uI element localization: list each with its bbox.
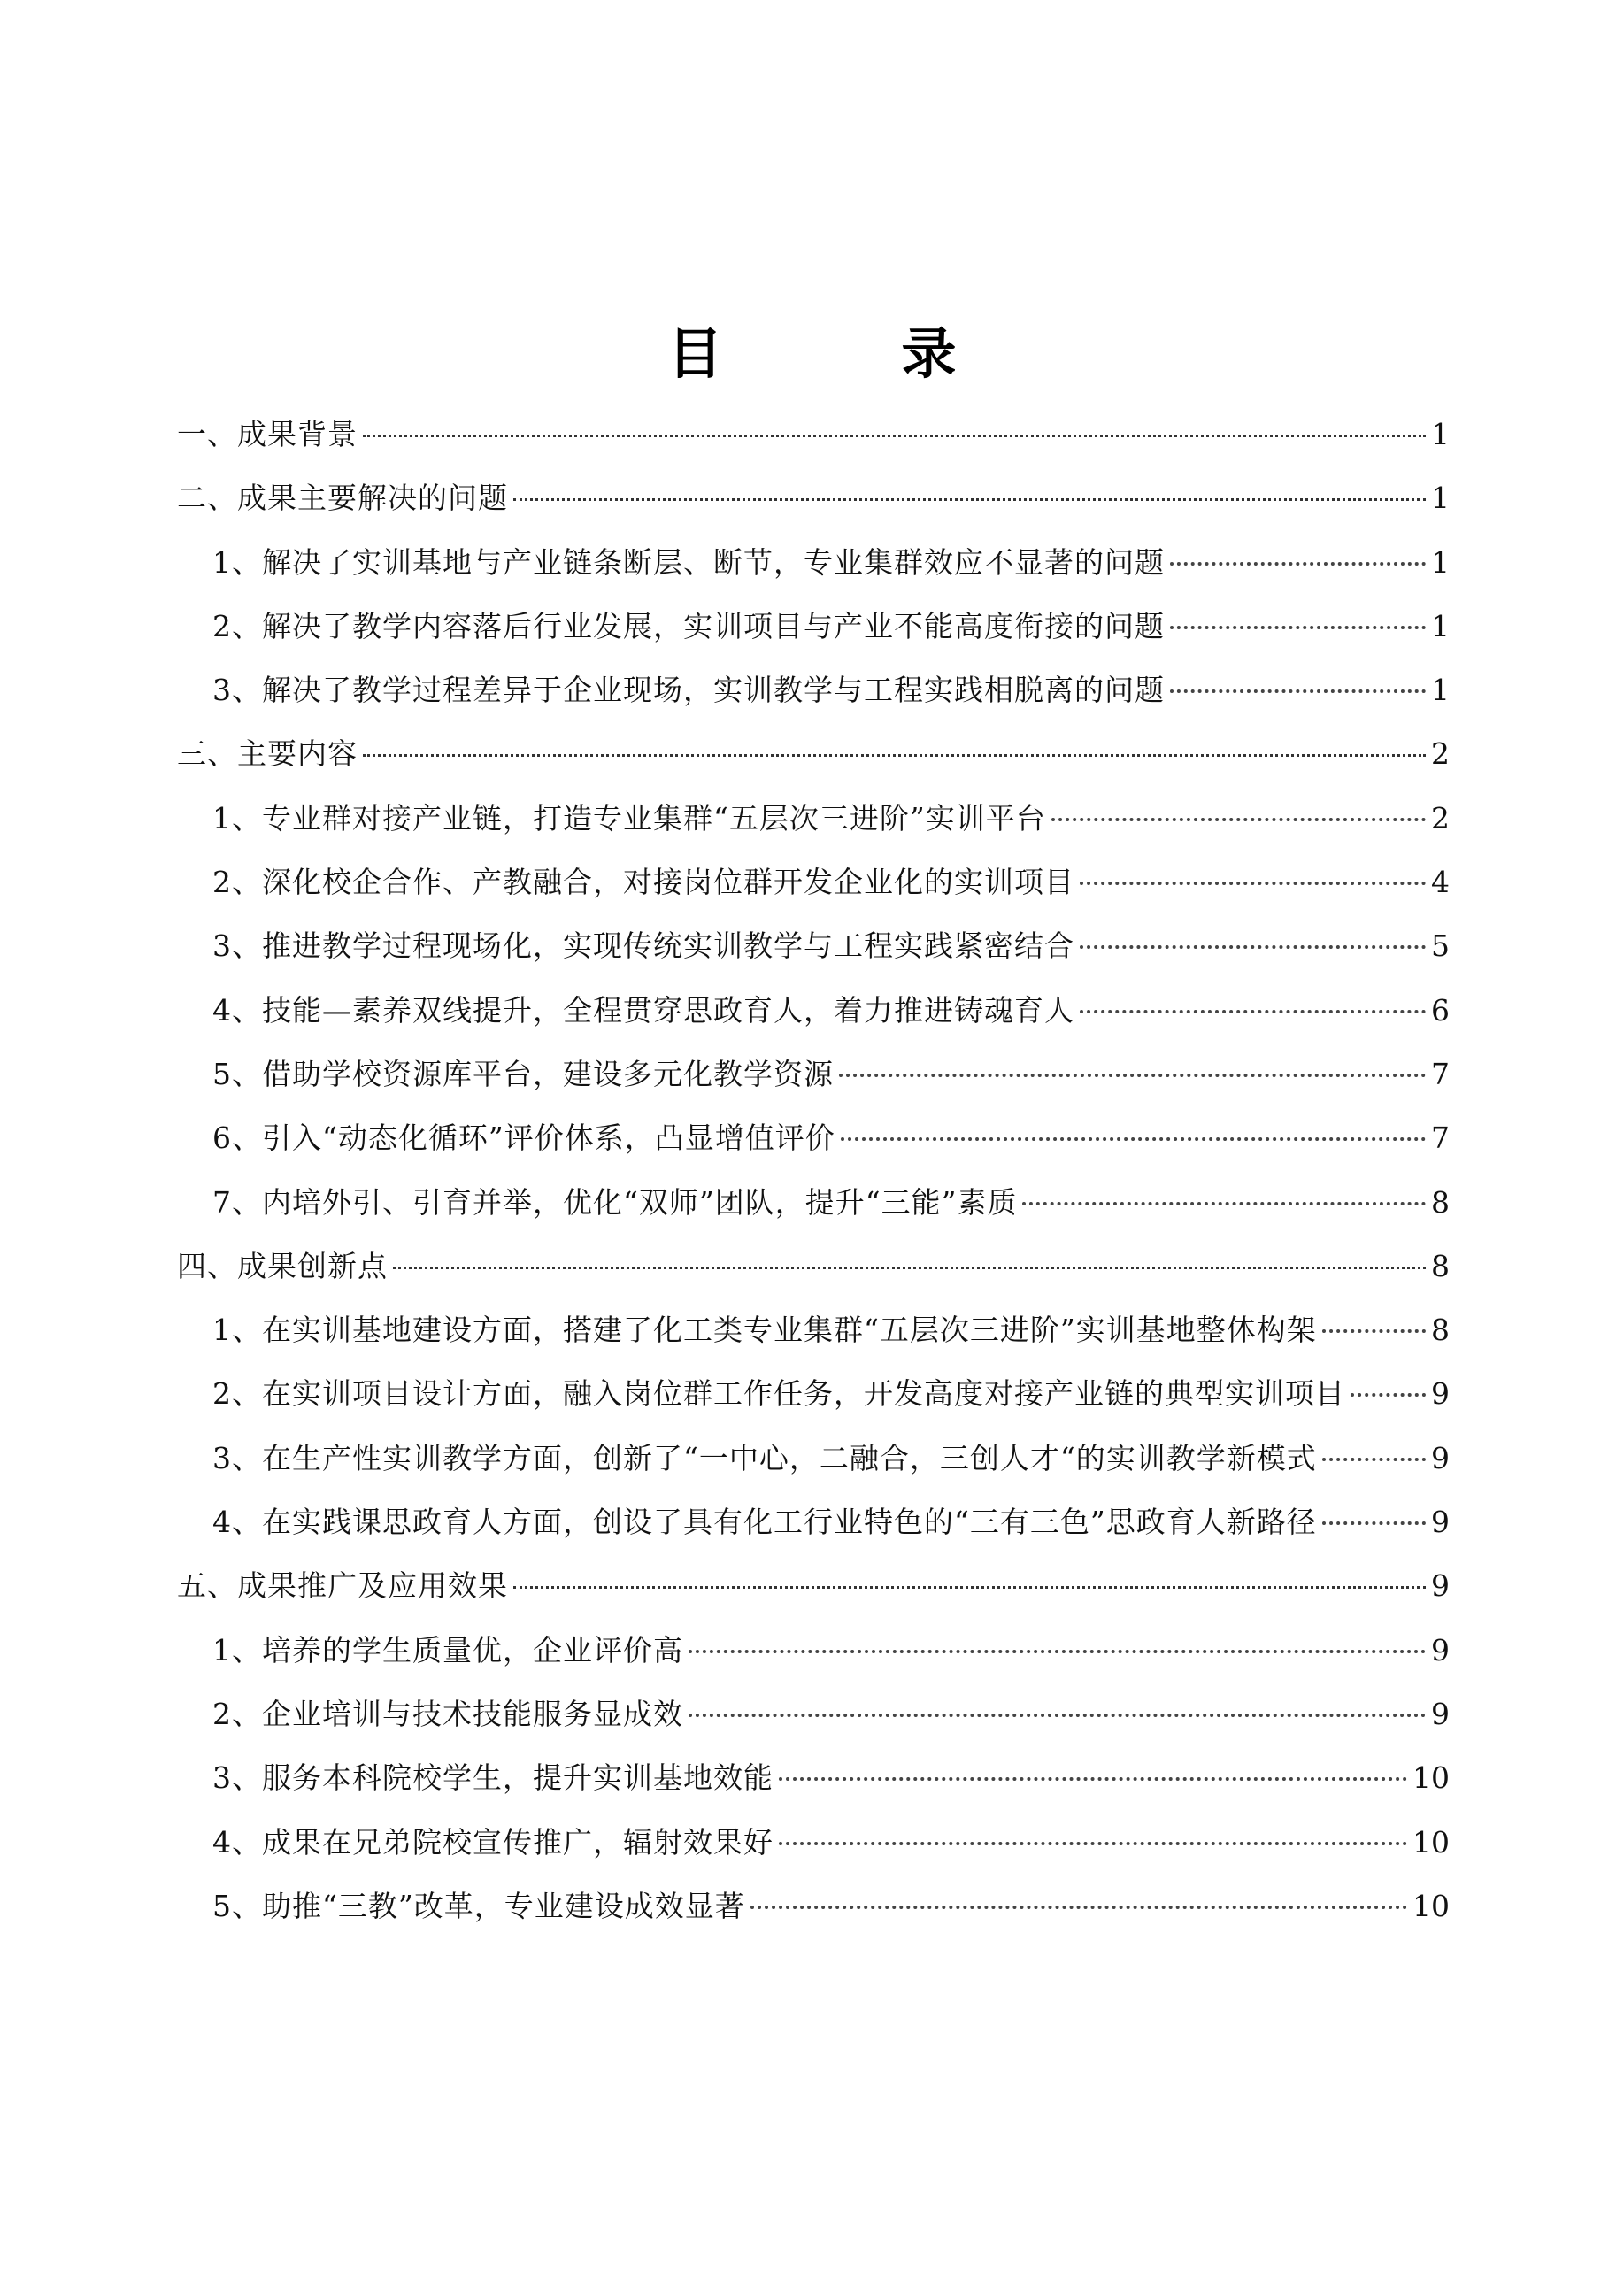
toc-entry-label: 4、在实践课思政育人方面，创设了具有化工行业特色的“三有三色”思政育人新路径 xyxy=(212,1505,1317,1540)
toc-entry-label: 五、成果推广及应用效果 xyxy=(177,1568,508,1604)
toc-entry-label: 三、主要内容 xyxy=(177,736,358,772)
toc-entry-page-number: 2 xyxy=(1431,736,1450,772)
toc-entry-page-number: 5 xyxy=(1431,928,1450,964)
toc-dot-leader xyxy=(1170,562,1426,566)
toc-entry-page-number: 9 xyxy=(1431,1376,1450,1412)
toc-entry-label: 3、解决了教学过程差异于企业现场，实训教学与工程实践相脱离的问题 xyxy=(212,673,1165,708)
toc-dot-leader xyxy=(1170,626,1426,629)
toc-entry-page-number: 10 xyxy=(1412,1888,1450,1923)
toc-dot-leader xyxy=(513,498,1426,501)
toc-entry-label: 3、在生产性实训教学方面，创新了“一中心，二融合，三创人才“的实训教学新模式 xyxy=(212,1440,1317,1475)
toc-entry-label: 2、企业培训与技术技能服务显成效 xyxy=(212,1696,683,1731)
toc-dot-leader xyxy=(1322,1521,1426,1525)
toc-entry[interactable] xyxy=(177,979,1450,1043)
toc-entry-label: 1、培养的学生质量优，企业评价高 xyxy=(212,1632,683,1667)
toc-entry-page-number: 8 xyxy=(1431,1313,1450,1348)
toc-entry[interactable] xyxy=(177,1427,1450,1490)
toc-entry-page-number: 1 xyxy=(1431,608,1450,643)
toc-entry[interactable] xyxy=(177,787,1450,851)
page-title: 目 录 xyxy=(667,320,1019,386)
toc-entry-page-number: 1 xyxy=(1431,481,1450,516)
toc-entry[interactable] xyxy=(177,595,1450,658)
toc-entry-label: 7、内培外引、引育并举，优化“双师”团队，提升“三能”素质 xyxy=(212,1184,1018,1220)
toc-dot-leader xyxy=(689,1650,1426,1653)
toc-dot-leader xyxy=(1022,1202,1426,1205)
toc-entry-page-number: 10 xyxy=(1412,1760,1450,1796)
toc-entry-label: 2、深化校企合作、产教融合，对接岗位群开发企业化的实训项目 xyxy=(212,865,1074,900)
toc-dot-leader xyxy=(363,435,1426,437)
toc-dot-leader xyxy=(841,1137,1426,1141)
toc-entry-label: 1、在实训基地建设方面，搭建了化工类专业集群“五层次三进阶”实训基地整体构架 xyxy=(212,1313,1317,1348)
toc-entry-page-number: 9 xyxy=(1431,1568,1450,1604)
toc-entry-label: 6、引入“动态化循环”评价体系，凸显增值评价 xyxy=(212,1121,835,1156)
toc-entry-page-number: 8 xyxy=(1431,1184,1450,1220)
toc-entry-label: 四、成果创新点 xyxy=(177,1248,388,1283)
toc-entry-page-number: 9 xyxy=(1431,1440,1450,1475)
toc-entry-label: 2、在实训项目设计方面，融入岗位群工作任务，开发高度对接产业链的典型实训项目 xyxy=(212,1376,1345,1412)
toc-entry-label: 1、解决了实训基地与产业链条断层、断节，专业集群效应不显著的问题 xyxy=(212,544,1165,580)
toc-entry-page-number: 10 xyxy=(1412,1824,1450,1860)
toc-entry-label: 1、专业群对接产业链，打造专业集群“五层次三进阶”实训平台 xyxy=(212,800,1046,836)
toc-dot-leader xyxy=(1080,945,1426,949)
toc-entry-page-number: 9 xyxy=(1431,1696,1450,1731)
toc-entry-label: 2、解决了教学内容落后行业发展，实训项目与产业不能高度衔接的问题 xyxy=(212,608,1165,643)
toc-dot-leader xyxy=(839,1074,1426,1077)
toc-dot-leader xyxy=(1080,882,1426,885)
toc-entry[interactable] xyxy=(177,1490,1450,1554)
toc-entry[interactable] xyxy=(177,466,1450,530)
toc-entry-page-number: 7 xyxy=(1431,1056,1450,1091)
toc-entry-label: 一、成果背景 xyxy=(177,417,358,451)
toc-dot-leader xyxy=(750,1906,1407,1909)
toc-entry-page-number: 4 xyxy=(1431,865,1450,900)
toc-entry-page-number: 9 xyxy=(1431,1505,1450,1540)
toc-entry[interactable] xyxy=(177,531,1450,595)
toc-entry[interactable] xyxy=(177,851,1450,914)
toc-entry-page-number: 2 xyxy=(1431,800,1450,836)
toc-entry-label: 4、技能—素养双线提升，全程贯穿思政育人，着力推进铸魂育人 xyxy=(212,992,1074,1028)
toc-entry[interactable] xyxy=(177,1043,1450,1106)
toc-dot-leader xyxy=(779,1777,1407,1781)
toc-entry[interactable] xyxy=(177,1683,1450,1746)
toc-entry[interactable] xyxy=(177,1746,1450,1810)
toc-dot-leader xyxy=(1170,689,1426,693)
toc-entry-page-number: 1 xyxy=(1431,673,1450,708)
toc-entry[interactable] xyxy=(177,403,1450,466)
toc-entry-page-number: 7 xyxy=(1431,1121,1450,1156)
toc-dot-leader xyxy=(1351,1393,1426,1397)
toc-entry-label: 3、推进教学过程现场化，实现传统实训教学与工程实践紧密结合 xyxy=(212,928,1074,964)
toc-entry-page-number: 8 xyxy=(1431,1248,1450,1283)
toc-entry[interactable] xyxy=(177,914,1450,978)
toc-entry-label: 4、成果在兄弟院校宣传推广，辐射效果好 xyxy=(212,1824,774,1860)
toc-dot-leader xyxy=(363,754,1426,757)
toc-entry-label: 3、服务本科院校学生，提升实训基地效能 xyxy=(212,1760,774,1796)
toc-entry[interactable] xyxy=(177,1362,1450,1426)
toc-entry[interactable] xyxy=(177,1171,1450,1235)
toc-entry[interactable] xyxy=(177,1875,1450,1938)
toc-entry-page-number: 9 xyxy=(1431,1632,1450,1667)
toc-dot-leader xyxy=(1322,1458,1426,1461)
toc-entry[interactable] xyxy=(177,1554,1450,1618)
toc-dot-leader xyxy=(779,1842,1407,1845)
toc-entry-page-number: 6 xyxy=(1431,992,1450,1028)
toc-dot-leader xyxy=(393,1267,1426,1269)
toc-entry[interactable] xyxy=(177,1619,1450,1683)
toc-entry[interactable] xyxy=(177,722,1450,786)
toc-entry[interactable] xyxy=(177,1298,1450,1362)
toc-entry-label: 5、借助学校资源库平台，建设多元化教学资源 xyxy=(212,1056,834,1091)
toc-dot-leader xyxy=(1322,1329,1426,1333)
toc-entry-page-number: 1 xyxy=(1431,417,1450,451)
toc-entry-label: 5、助推“三教”改革，专业建设成效显著 xyxy=(212,1888,745,1923)
toc-dot-leader xyxy=(1080,1010,1426,1013)
toc-entry[interactable] xyxy=(177,658,1450,722)
toc-entry-page-number: 1 xyxy=(1431,544,1450,580)
toc-dot-leader xyxy=(689,1714,1426,1717)
toc-dot-leader xyxy=(1051,818,1426,821)
table-of-contents xyxy=(177,403,1450,1938)
toc-entry-label: 二、成果主要解决的问题 xyxy=(177,481,508,516)
toc-entry[interactable] xyxy=(177,1106,1450,1170)
toc-entry[interactable] xyxy=(177,1235,1450,1298)
toc-entry[interactable] xyxy=(177,1811,1450,1875)
toc-dot-leader xyxy=(513,1586,1426,1589)
